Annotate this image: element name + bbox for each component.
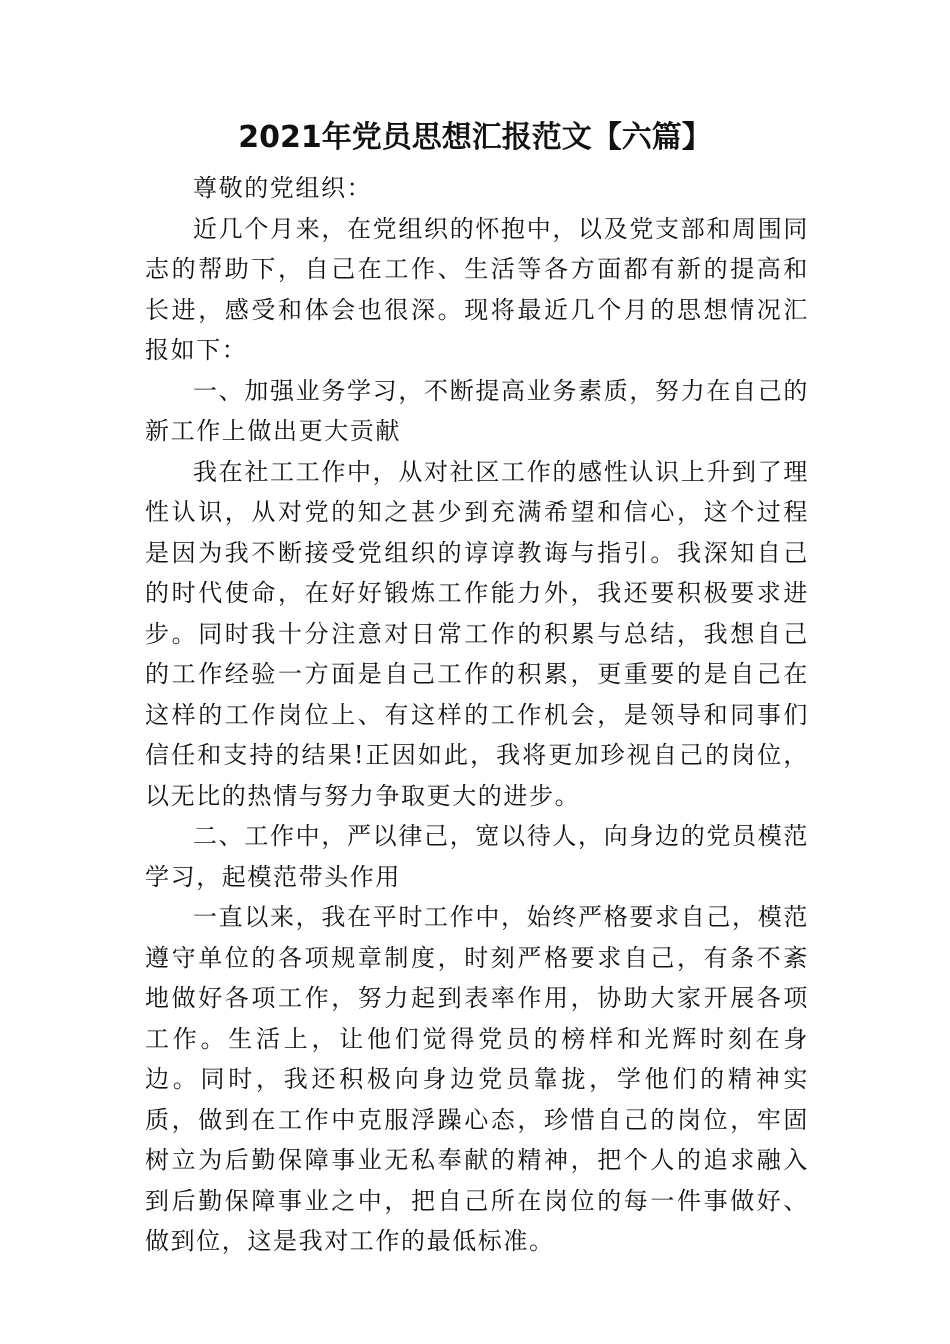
document-body xyxy=(145,168,809,1262)
section-heading-1: 一、加强业务学习，不断提高业务素质，努力在自己的新工作上做出更大贡献 xyxy=(145,376,809,445)
body-paragraph-1: 我在社工工作中，从对社区工作的感性认识上升到了理性认识，从对党的知之甚少到充满希望和信心，这个过程是因为我不断接受党组织的谆谆教诲与指引。我深知自己的时代使命，在好好锻炼工作能力外，我还要积极要求进步。同时我十分注意对日常工作的积累与总结，我想自己的工作经验一方面是自己工作的积累，更重要的是自己在这样的工作岗位上、有这样的工作机会，是领导和同事们信任和支持的结果!正因如此，我将更加珍视自己的岗位，以无比的热情与努力争取更大的进步。 xyxy=(145,457,809,810)
section-heading-2: 二、工作中，严以律己，宽以待人，向身边的党员模范学习，起模范带头作用 xyxy=(145,822,809,891)
intro-paragraph: 近几个月来，在党组织的怀抱中，以及党支部和周围同志的帮助下，自己在工作、生活等各方面都有新的提高和长进，感受和体会也很深。现将最近几个月的思想情况汇报如下： xyxy=(145,214,809,364)
body-paragraph-2: 一直以来，我在平时工作中，始终严格要求自己，模范遵守单位的各项规章制度，时刻严格要求自己，有条不紊地做好各项工作，努力起到表率作用，协助大家开展各项工作。生活上，让他们觉得党员的榜样和光辉时刻在身边。同时，我还积极向身边党员靠拢，学他们的精神实质，做到在工作中克服浮躁心态，珍惜自己的岗位，牢固树立为后勤保障事业无私奉献的精神，把个人的追求融入到后勤保障事业之中，把自己所在岗位的每一件事做好、做到位，这是我对工作的最低标准。 xyxy=(145,903,809,1255)
salutation: 尊敬的党组织： xyxy=(193,174,373,202)
document-title: 2021年党员思想汇报范文【六篇】 xyxy=(238,120,712,155)
